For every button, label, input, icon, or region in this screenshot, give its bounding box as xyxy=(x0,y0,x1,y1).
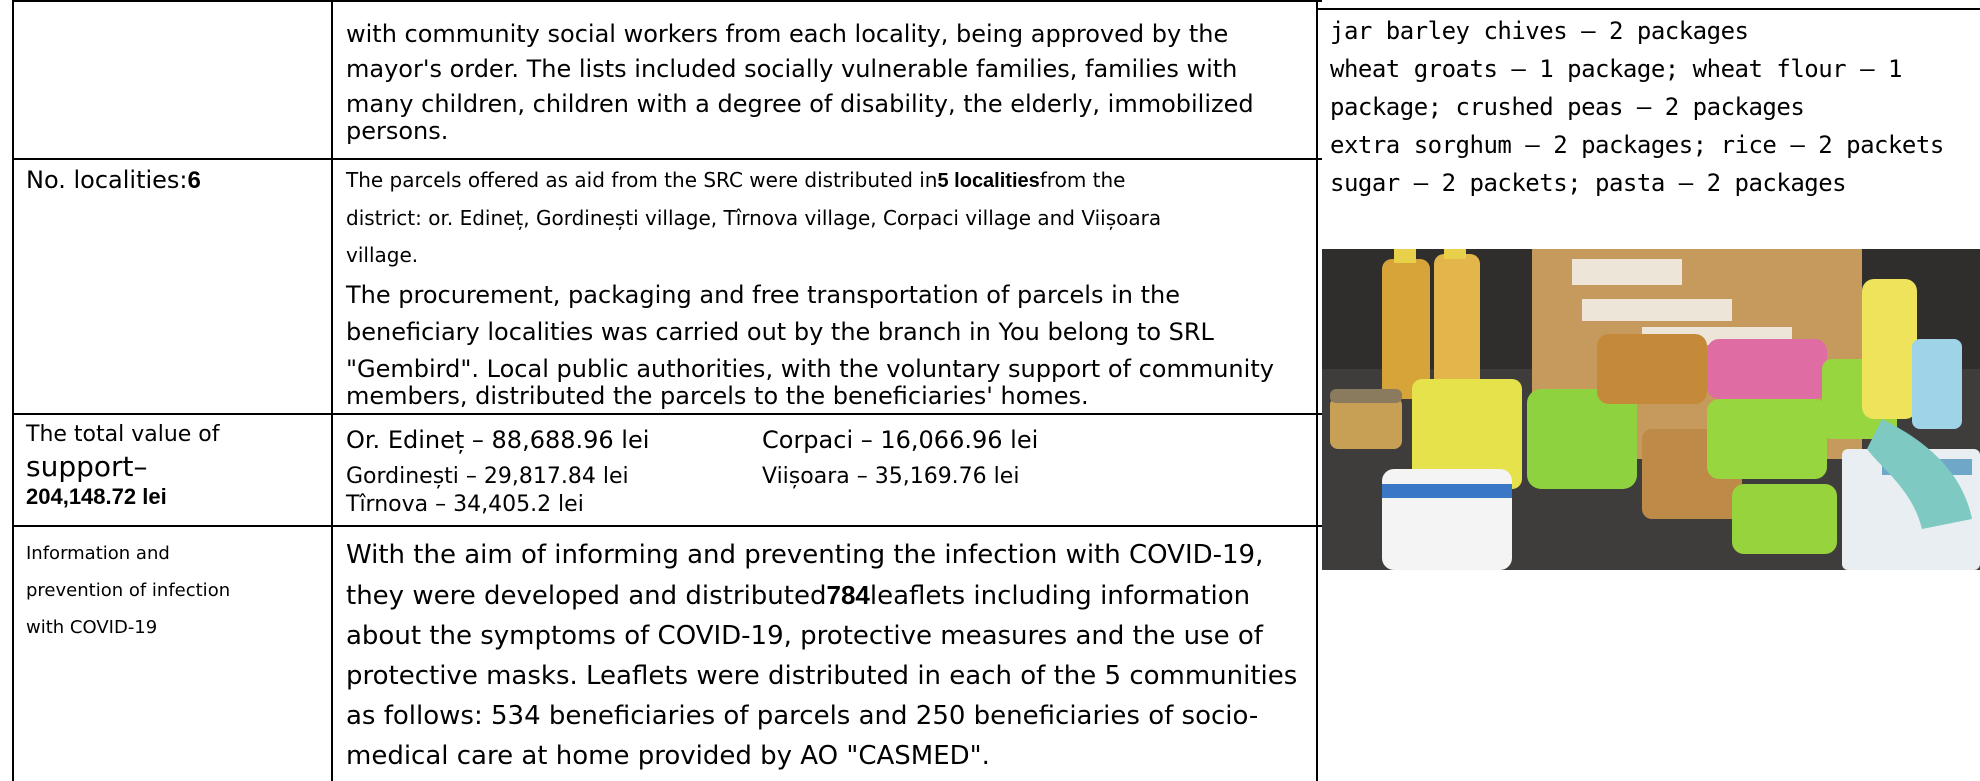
value-edinet: Or. Edineț – 88,688.96 lei xyxy=(346,426,650,454)
row4-line: they were developed and distributed784leaflets including information xyxy=(346,580,1251,611)
row1-line: with community social workers from each locality, being approved by the xyxy=(346,20,1229,48)
product-list-item: package; crushed peas – 2 packages xyxy=(1330,93,1805,121)
row4-line: protective masks. Leaflets were distributed in each of the 5 communities xyxy=(346,661,1298,691)
row2-line-2: district: or. Edineț, Gordinești village, Tîrnova village, Corpaci village and Viișoara xyxy=(346,206,1162,230)
leaflet-count: 784 xyxy=(826,580,870,610)
covid-label-line: Information and xyxy=(26,543,170,564)
value-tirnova: Tîrnova – 34,405.2 lei xyxy=(346,492,584,517)
row4-line: about the symptoms of COVID-19, protective measures and the use of xyxy=(346,621,1263,651)
row3-label xyxy=(26,420,220,510)
sidebar-top-border xyxy=(1316,8,1980,10)
localities-label: No. localities: xyxy=(26,166,188,194)
row1-content xyxy=(346,16,1306,150)
product-list-item: sugar – 2 packets; pasta – 2 packages xyxy=(1330,169,1847,197)
row2-label xyxy=(26,162,201,199)
row2-content-b xyxy=(346,277,1306,415)
covid-label-line: with COVID-19 xyxy=(26,617,158,638)
row2-content-a xyxy=(346,162,1306,274)
aid-parcel-photo-illustration xyxy=(1322,249,1980,570)
row4-label xyxy=(26,535,230,646)
product-list-item: wheat groats – 1 package; wheat flour – 1 xyxy=(1330,55,1902,83)
localities-bold: 5 localities xyxy=(937,170,1040,192)
row1-line: persons. xyxy=(346,117,449,145)
sidebar-product-list xyxy=(1330,12,1944,202)
value-gordinesti: Gordinești – 29,817.84 lei xyxy=(346,464,629,489)
row2b-line: "Gembird". Local public authorities, with the voluntary support of community xyxy=(346,355,1274,383)
table-left-border xyxy=(12,0,14,781)
row1-line: mayor's order. The lists included socially vulnerable families, families with xyxy=(346,55,1238,83)
row4-line: medical care at home provided by AO "CASMED". xyxy=(346,741,990,771)
row2-line-1: The parcels offered as aid from the SRC were distributed in5 localitiesfrom the xyxy=(346,168,1126,192)
table-row-divider-1 xyxy=(12,158,1322,160)
value-viisoara: Viișoara – 35,169.76 lei xyxy=(762,464,1020,489)
row4-line: With the aim of informing and preventing the infection with COVID-19, xyxy=(346,540,1264,570)
value-corpaci: Corpaci – 16,066.96 lei xyxy=(762,426,1039,454)
row2b-line: The procurement, packaging and free transportation of parcels in the xyxy=(346,281,1180,309)
product-list-item: jar barley chives – 2 packages xyxy=(1330,17,1749,45)
row2b-line: beneficiary localities was carried out by the branch in You belong to SRL xyxy=(346,318,1214,346)
row2-line-3: village. xyxy=(346,243,419,267)
aid-parcel-photo xyxy=(1322,249,1980,570)
covid-label-line: prevention of infection xyxy=(26,580,231,601)
total-value-label: The total value of xyxy=(26,422,220,447)
localities-count: 6 xyxy=(187,167,201,194)
table-row-divider-3 xyxy=(12,525,1322,527)
row2b-line: members, distributed the parcels to the beneficiaries' homes. xyxy=(346,382,1089,410)
product-list-item: extra sorghum – 2 packages; rice – 2 packets xyxy=(1330,131,1944,159)
row4-content xyxy=(346,535,1311,776)
total-support-value: 204,148.72 lei xyxy=(26,484,167,509)
table-top-border xyxy=(12,0,1322,2)
row4-line: as follows: 534 beneficiaries of parcels and 250 beneficiaries of socio- xyxy=(346,701,1259,731)
support-label: support– xyxy=(26,450,148,483)
row1-line: many children, children with a degree of disability, the elderly, immobilized xyxy=(346,90,1254,118)
table-column-divider xyxy=(331,0,333,781)
table-right-border xyxy=(1316,0,1318,781)
